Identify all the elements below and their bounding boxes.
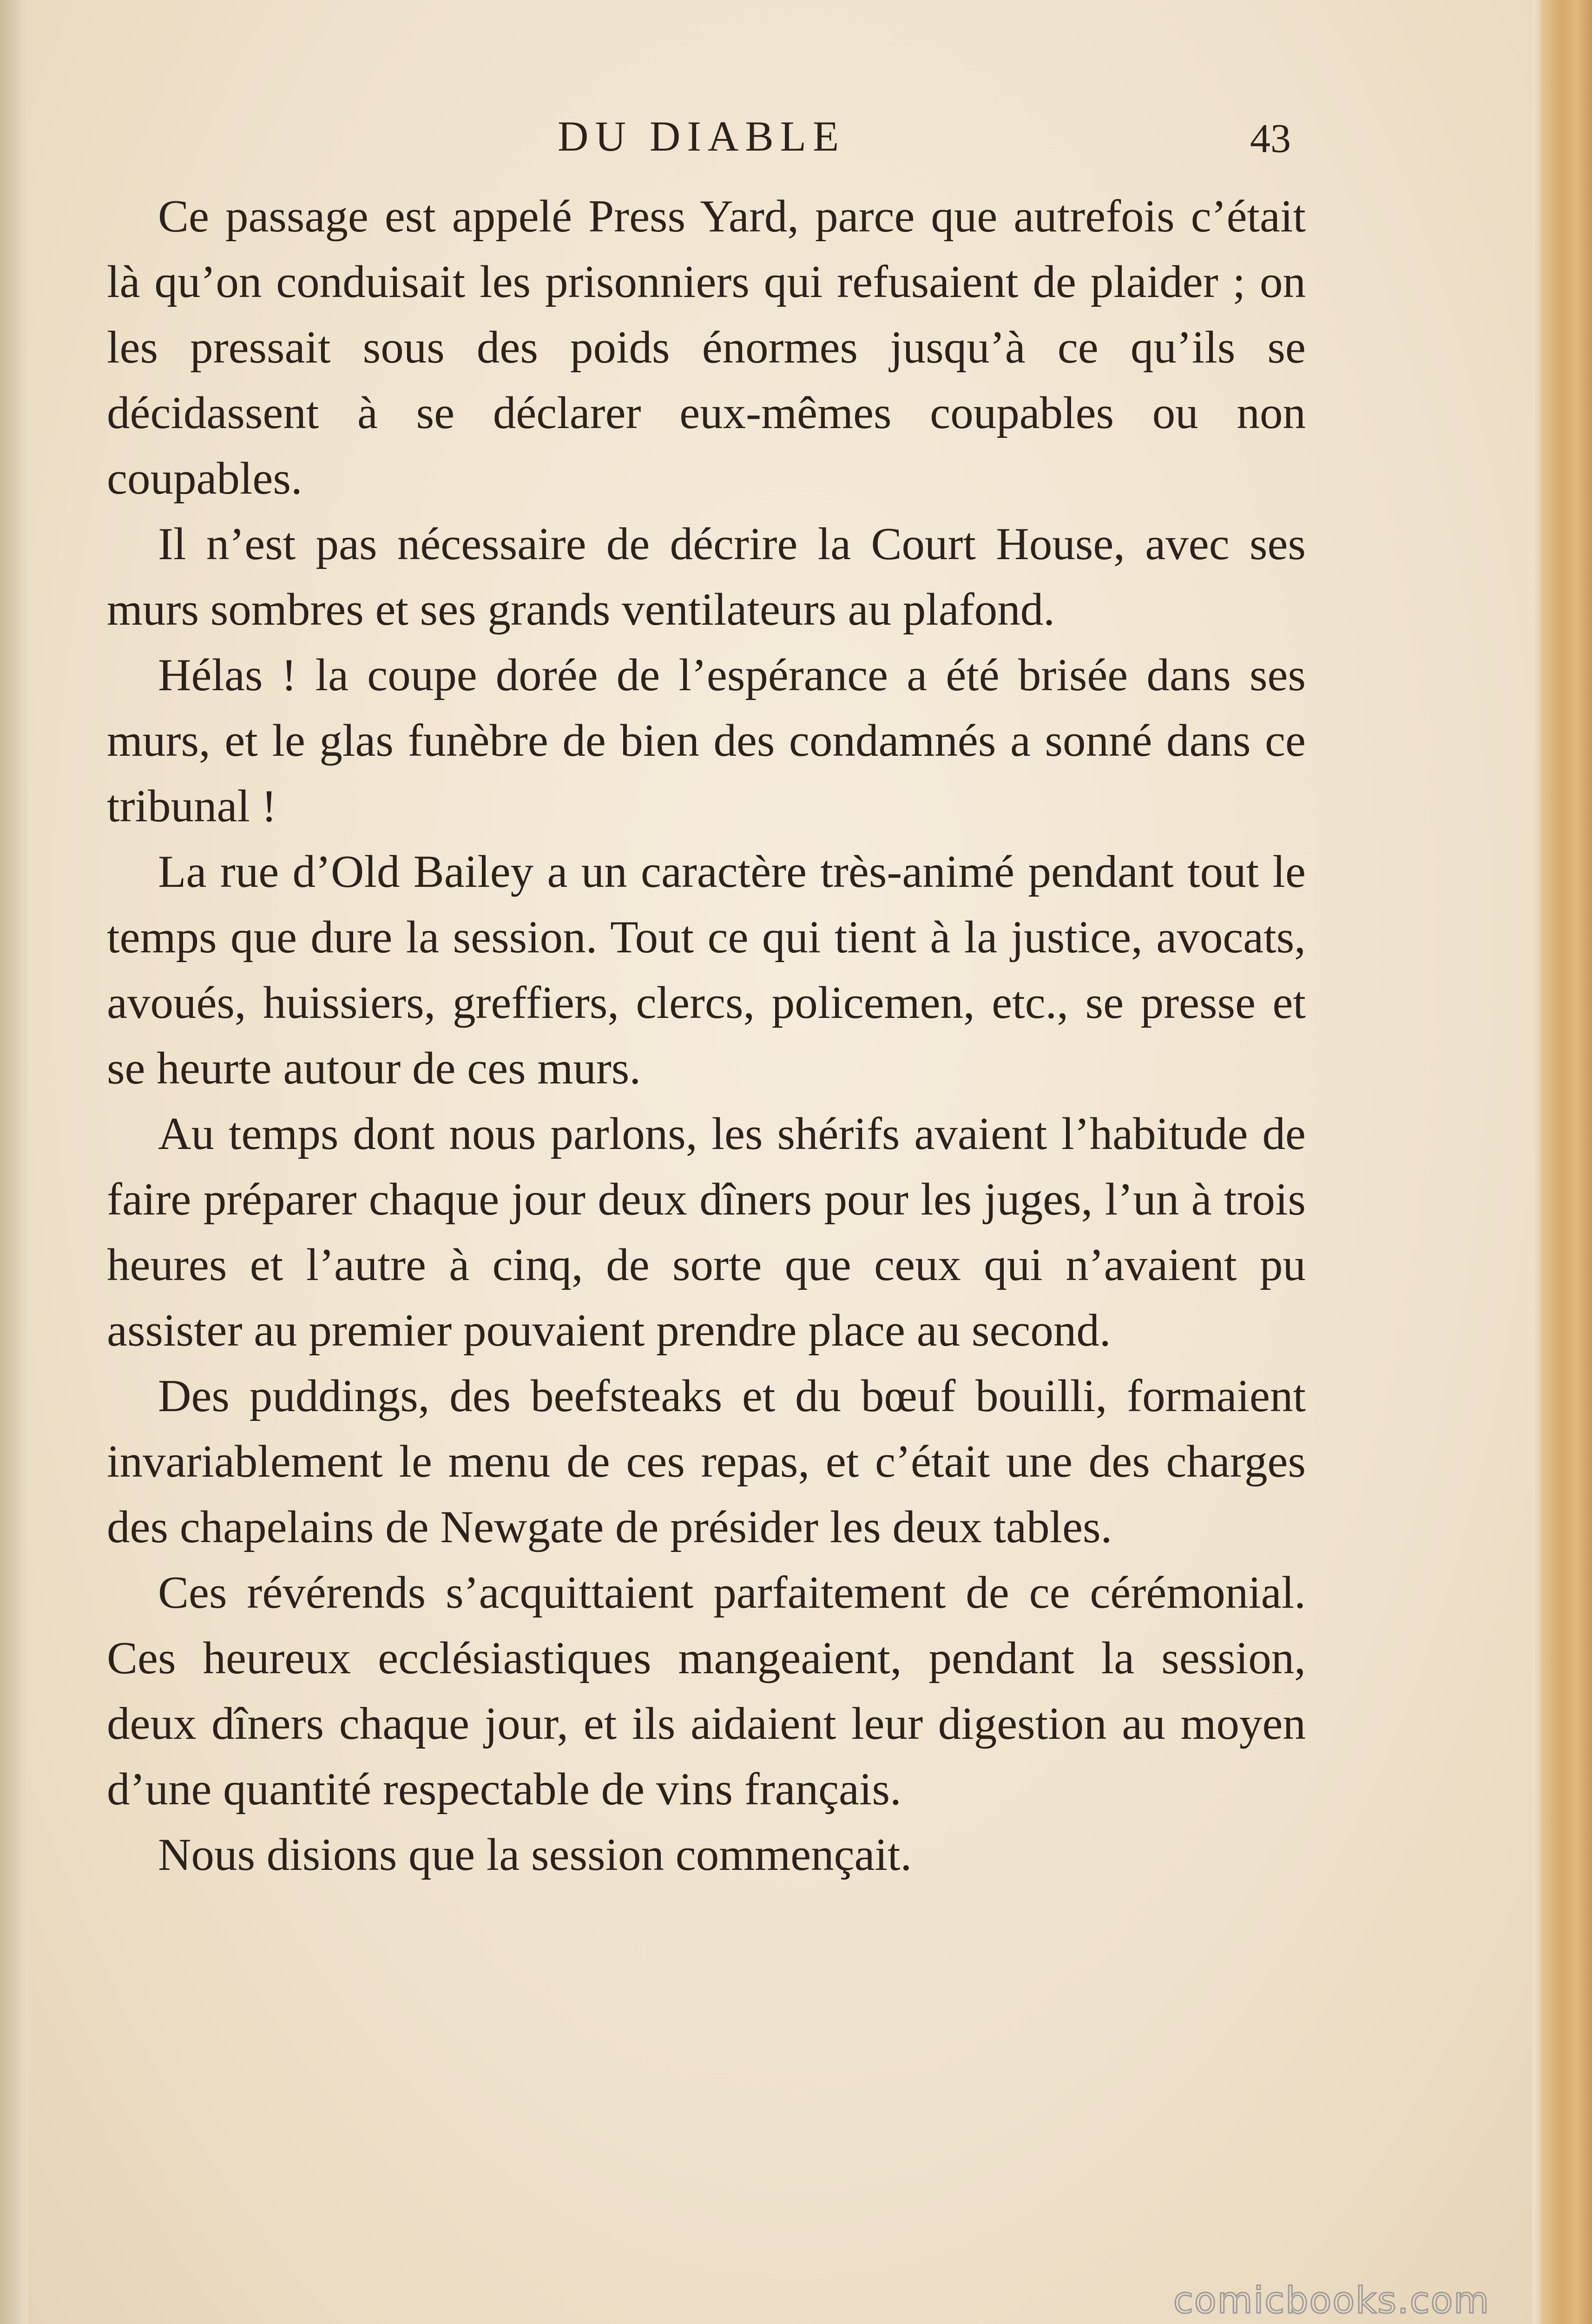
paragraph: La rue d’Old Bailey a un caractère très-animé pendant tout le temps que dure la session. Tout ce qui tient à la justice, avocats, avoués, huissiers, greffiers, clercs, policemen, etc., se presse et se heurte autour de ces murs. — [107, 846, 1306, 1094]
page-edge-shadow — [1533, 0, 1541, 2324]
page-stack-edge — [1541, 0, 1592, 2324]
running-title: DU DIABLE — [558, 112, 846, 160]
paragraph: Hélas ! la coupe dorée de l’espérance a été brisée dans ses murs, et le glas funèbre de bien des condamnés a sonné dans ce tribunal ! — [107, 650, 1306, 832]
paragraph: Au temps dont nous parlons, les shérifs avaient l’habitude de faire préparer chaque jour deux dîners pour les juges, l’un à trois heures et l’autre à cinq, de sorte que ceux qui n’avaient pu assister au premier pouvaient prendre place au second. — [107, 1109, 1306, 1356]
body-text — [107, 184, 1306, 1888]
paragraph: Ce passage est appelé Press Yard, parce que autrefois c’était là qu’on conduisait les prisonniers qui refusaient de plaider ; on les pressait sous des poids énormes jusqu’à ce qu’ils se décidassent à se déclarer eux-mêmes coupables ou non coupables. — [107, 191, 1306, 504]
paragraph: Ces révérends s’acquittaient parfaitement de ce cérémonial. Ces heureux ecclésiastiques mangeaient, pendant la session, deux dîners chaque jour, et ils aidaient leur digestion au moyen d’une quantité respectable de vins français. — [107, 1567, 1306, 1815]
watermark: comicbooks.com — [1173, 2280, 1490, 2322]
page-number: 43 — [1250, 116, 1291, 161]
paragraph: Des puddings, des beefsteaks et du bœuf bouilli, formaient invariablement le menu de ces repas, et c’était une des charges des chapelains de Newgate de présider les deux tables. — [107, 1371, 1306, 1552]
paragraph: Il n’est pas nécessaire de décrire la Court House, avec ses murs sombres et ses grands ventilateurs au plafond. — [107, 519, 1306, 635]
paragraph: Nous disions que la session commençait. — [158, 1829, 912, 1880]
page-gutter — [0, 0, 28, 2324]
